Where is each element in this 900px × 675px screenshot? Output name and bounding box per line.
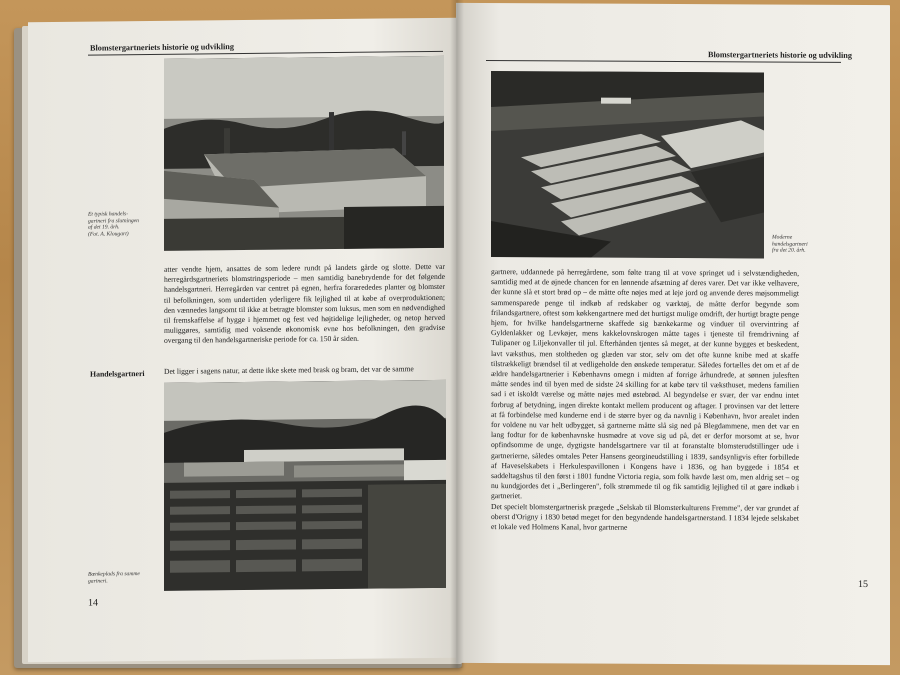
right-page — [456, 3, 890, 665]
left-bottom-caption: Bænkeplads fra samme gartneri. — [88, 571, 140, 585]
left-page — [28, 18, 458, 663]
left-body-top — [164, 262, 445, 347]
right-head-rule — [486, 60, 841, 63]
left-page-number: 14 — [88, 597, 98, 609]
left-top-caption: Et typisk handels- gartneri fra slutningen af det 19. årh. (Fot. A. Klougart) — [88, 211, 139, 238]
handelsgartneri-heading: Handelsgartneri — [90, 369, 145, 379]
right-top-caption: Moderne handelsgartneri fra det 20. årh. — [772, 234, 808, 254]
left-body-mid-paragraph: Det ligger i sagens natur, at dette ikke skete med brask og bram, det var de samme — [164, 364, 414, 376]
right-body-paragraph: gartnere, uddannede på herregårdene, som følte trang til at vove springet ud i selvstændigheden, samtidig med at de øjnede chancen for en lønnende afsætning af deres varer. Det var ikke velhavere, der kunne slå et stort brød op – de måtte ofte nøjes med at leje jord og anvende deres møjsommeligt sammensparede penge til indkøb af redskaber og værktøj, de måtte derfor begynde som frilandsgartnere, oftest som køkkengartnere med det hurtigst mulige omdrift, der hurtigt bragte penge hjem, for hvilke handelsgartnerne skaffede sig bænkekarme og vinduer til overvintring af Gyldenlakker og Levkøjer, mens kakkelovnskrogen måtte tages i tjeneste til fremdrivning af Tulipaner og Liljekonvaller til jul. Efterhånden tjentes så meget, at der kunne bygges et beskedent, lavt væksthus, men stoltheden og glæden var stor, selv om det ofte kunne knibe med at skaffe tilstrækkeligt brændsel til at vedligeholde den ønskede temperatur. Således fortælles det om et af de ældre handelsgartnerier i Københavns omegn i midten af forrige århundrede, at sønnen julesften måtte sendes ind til byen med de sidste 24 skilling for at købe tørv til væksthuset, medens familien sad i et iskoldt værelse og måtte nøjes med østebrød. Al begyndelse er svær, der var endnu intet forbrug af betydning, ingen direkte kontakt mellem producent og aftager. I provinsen var det lettere at få forbindelse med kunderne end i de større byer og da navnlig i København, hvor arealet inden for voldene nu var helt udbygget, så gartnerne måtte slå sig ned på Blegdammene, men det var en lang fodtur for de københavnske husmødre at vove sig ud på, det er derfor morsomt at se, hvor opfindsomme de unge, dygtigste handelsgartnere var til at foranstalte blomsterudstillinger ude i gartnerierne, således omtales Peter Hansens georgineudstilling i 1839, sandsynligvis efter forbillede af Haveselskabets i Herkulespavillonen i Kongens have i 1836, og han byggede i 1854 et saddeltagshus til den først i 1801 fundne Victoria regia, som folk havde læst om, men aldrig set – og nu kundgjordes det i „Berlingeren", folk strømmede til og fik samtidig lejlighed til at gøre indkøb i gartneriet. — [491, 267, 799, 501]
right-body — [491, 267, 799, 534]
bench-photo-image — [164, 380, 446, 591]
greenhouse-photo-old — [164, 56, 444, 251]
book-gutter — [450, 0, 464, 668]
left-body-top-paragraph: atter vendte hjem, ansattes de som ledere rundt på landets gårde og slotte. Dette var herregårdsgartneriets blomstringsperiode – men samtidig banebrydende for det følgende handelsgartneri. Herregården var centret på egnen, herfra forærededes planter og blomster til befolkningen, som undertiden yderligere fik lejlighed til at købe af overproduktionen; den vænnedes langsomt til ikke at betragte blomster som luksus, men som en nødvendighed til fremskaffelse af hygge i hjemmet og fest ved højtidelige lejligheder, og netop herved muliggøres, samtidig med voksende økonomisk evne hos befolkningen, den gradvise overgang til den handelsgartneriske periode for ca. 150 år siden. — [164, 261, 445, 346]
greenhouse-photo-modern — [491, 71, 764, 258]
right-body-end-paragraph: Det specielt blomstergartnerisk prægede „Selskab til Blomsterkulturens Fremme", der var grundet af oberst d'Origny i 1830 betød meget for den begyndende handelsgartnerstand. I 1834 lejede selskabet et lokale ved Holmens Kanal, hvor gartnerne — [491, 501, 799, 532]
left-body-mid — [164, 364, 445, 377]
right-running-head: Blomstergartneriets historie og udvikling — [708, 50, 852, 60]
right-page-number: 15 — [858, 578, 868, 591]
left-running-head: Blomstergartneriets historie og udvikling — [90, 42, 234, 53]
greenhouse-photo-modern-image — [491, 71, 764, 258]
bench-photo — [164, 380, 446, 591]
greenhouse-photo-old-image — [164, 56, 444, 251]
